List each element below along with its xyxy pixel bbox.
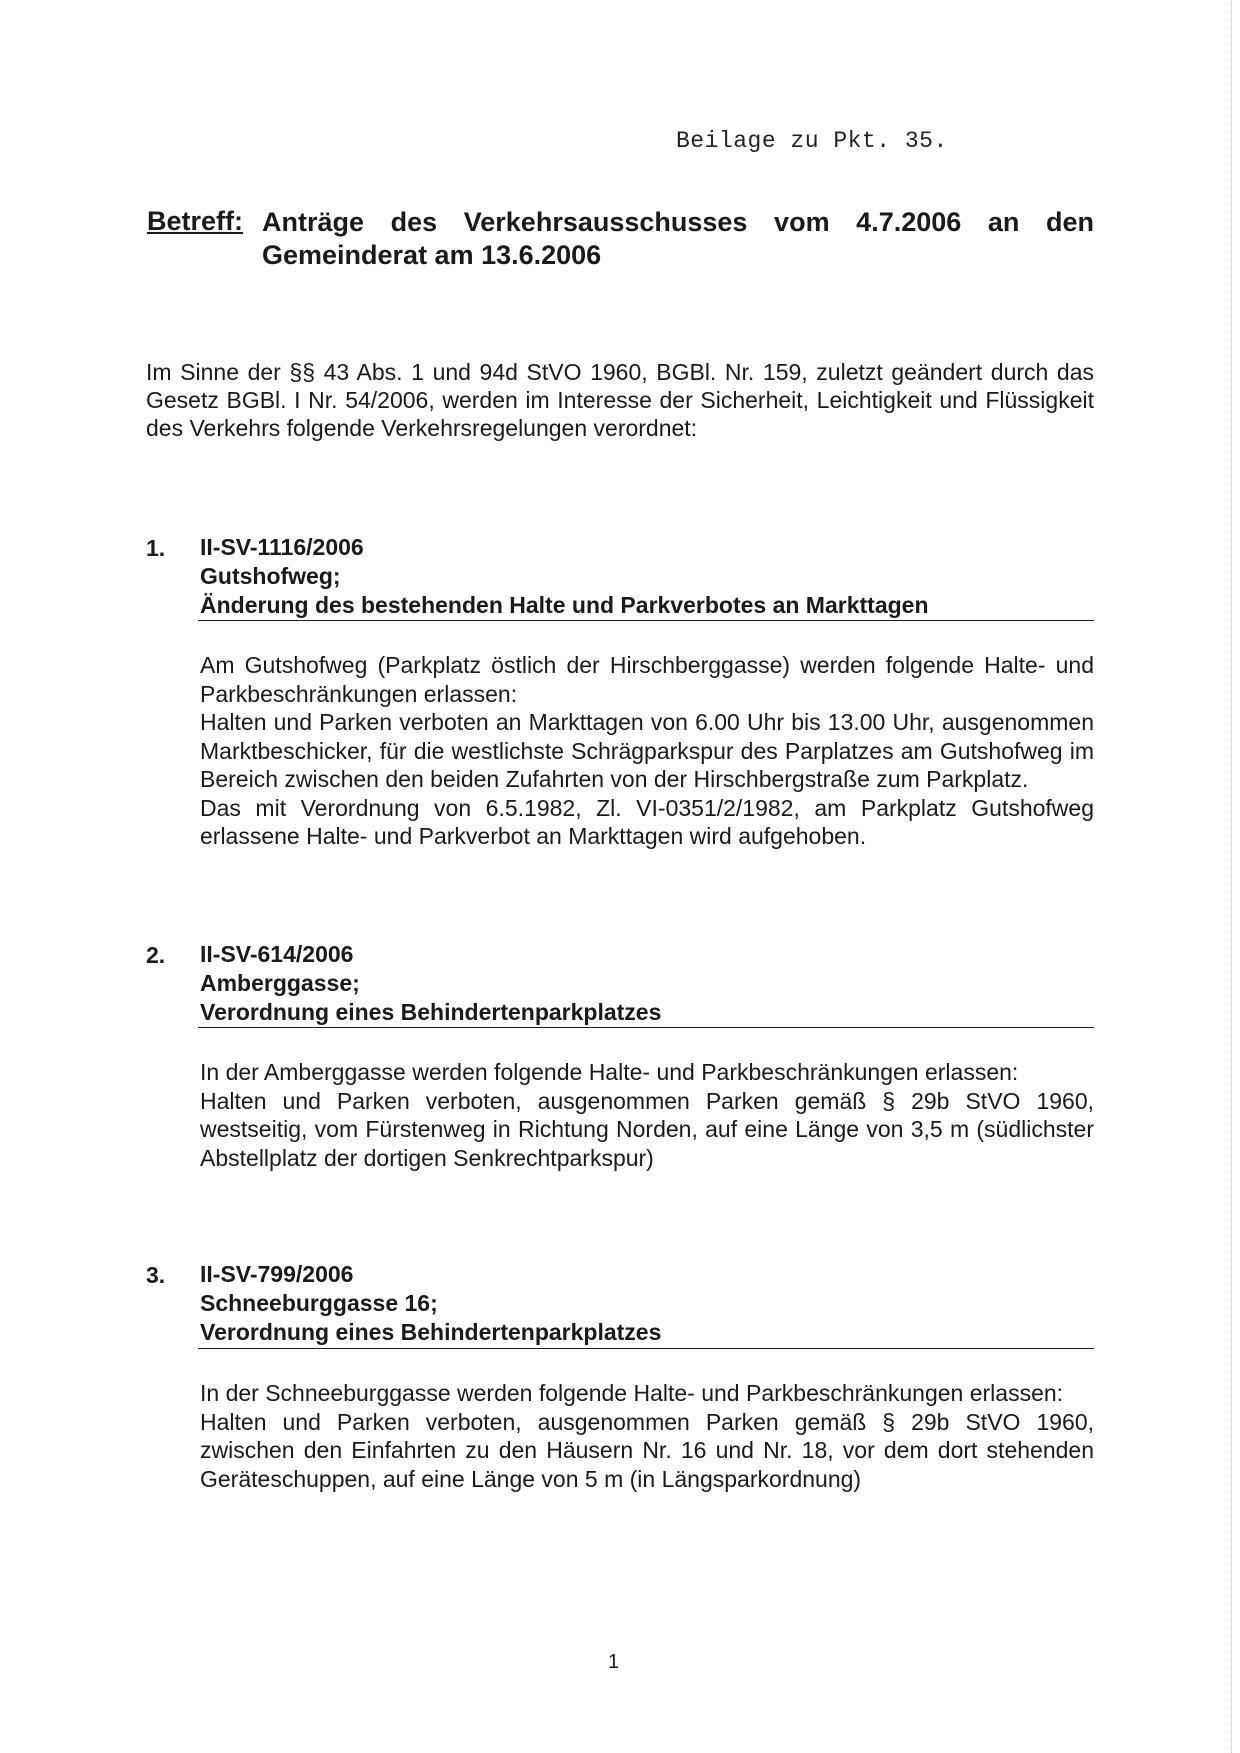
- item-paragraph: Halten und Parken verboten, ausgenommen Parken gemäß § 29b StVO 1960, zwischen den Einfahrten zu den Häusern Nr. 16 und Nr. 18, vor dem dort stehenden Geräteschuppen, auf eine Länge von 5 m (in Längsparkordnung): [200, 1408, 1094, 1492]
- item-underline: [198, 620, 1094, 621]
- item-code: II-SV-799/2006: [200, 1261, 354, 1287]
- item-body: [200, 1058, 1094, 1172]
- item-body: [200, 651, 1094, 851]
- item-subject: Verordnung eines Behindertenparkplatzes: [200, 1319, 662, 1345]
- document-title: Anträge des Verkehrsausschusses vom 4.7.2006 an den Gemeinderat am 13.6.2006: [262, 207, 1094, 270]
- item-subject: Verordnung eines Behindertenparkplatzes: [200, 999, 662, 1025]
- item-heading: [200, 533, 1094, 620]
- item-heading: [200, 1260, 1094, 1347]
- item-code: II-SV-1116/2006: [200, 534, 364, 560]
- item-location: Amberggasse;: [200, 970, 360, 996]
- betreff-label: Betreff:: [147, 206, 244, 236]
- scan-edge: [1231, 0, 1240, 1753]
- item-code: II-SV-614/2006: [200, 941, 354, 967]
- item-body: [200, 1379, 1094, 1493]
- item-underline: [198, 1027, 1094, 1028]
- beilage-note: Beilage zu Pkt. 35.: [676, 128, 948, 154]
- item-number: 3.: [146, 1262, 166, 1288]
- item-location: Gutshofweg;: [200, 563, 341, 589]
- item-paragraph: Halten und Parken verboten an Markttagen von 6.00 Uhr bis 13.00 Uhr, ausgenommen Marktbeschicker, für die westlichste Schrägparkspur des Parplatzes am Gutshofweg im Bereich zwischen den beiden Zufahrten von der Hirschbergstraße zum Parkplatz.: [200, 709, 1094, 792]
- item-paragraph: Halten und Parken verboten, ausgenommen Parken gemäß § 29b StVO 1960, westseitig, vom Fürstenweg in Richtung Norden, auf eine Länge von 3,5 m (südlichster Abstellplatz der dortigen Senkrechtparkspur): [200, 1087, 1094, 1171]
- item-paragraph: Das mit Verordnung von 6.5.1982, Zl. VI-0351/2/1982, am Parkplatz Gutshofweg erlassene Halte- und Parkverbot an Markttagen wird aufgehoben.: [200, 794, 1094, 849]
- page-number: 1: [608, 1651, 620, 1673]
- item-paragraph: In der Amberggasse werden folgende Halte- und Parkbeschränkungen erlassen:: [200, 1059, 1019, 1085]
- item-location: Schneeburggasse 16;: [200, 1290, 438, 1316]
- item-number: 1.: [146, 535, 166, 561]
- item-paragraph: In der Schneeburggasse werden folgende Halte- und Parkbeschränkungen erlassen:: [200, 1380, 1064, 1406]
- item-underline: [198, 1348, 1094, 1349]
- item-paragraph: Am Gutshofweg (Parkplatz östlich der Hirschberggasse) werden folgende Halte- und Parkbeschränkungen erlassen:: [200, 652, 1094, 707]
- item-heading: [200, 940, 1094, 1027]
- item-subject: Änderung des bestehenden Halte und Parkverbotes an Markttagen: [200, 592, 929, 618]
- intro-paragraph: Im Sinne der §§ 43 Abs. 1 und 94d StVO 1960, BGBl. Nr. 159, zuletzt geändert durch das Gesetz BGBl. I Nr. 54/2006, werden im Interesse der Sicherheit, Leichtigkeit und Flüssigkeit des Verkehrs folgende Verkehrsregelungen verordnet:: [146, 359, 1094, 441]
- item-number: 2.: [146, 942, 166, 968]
